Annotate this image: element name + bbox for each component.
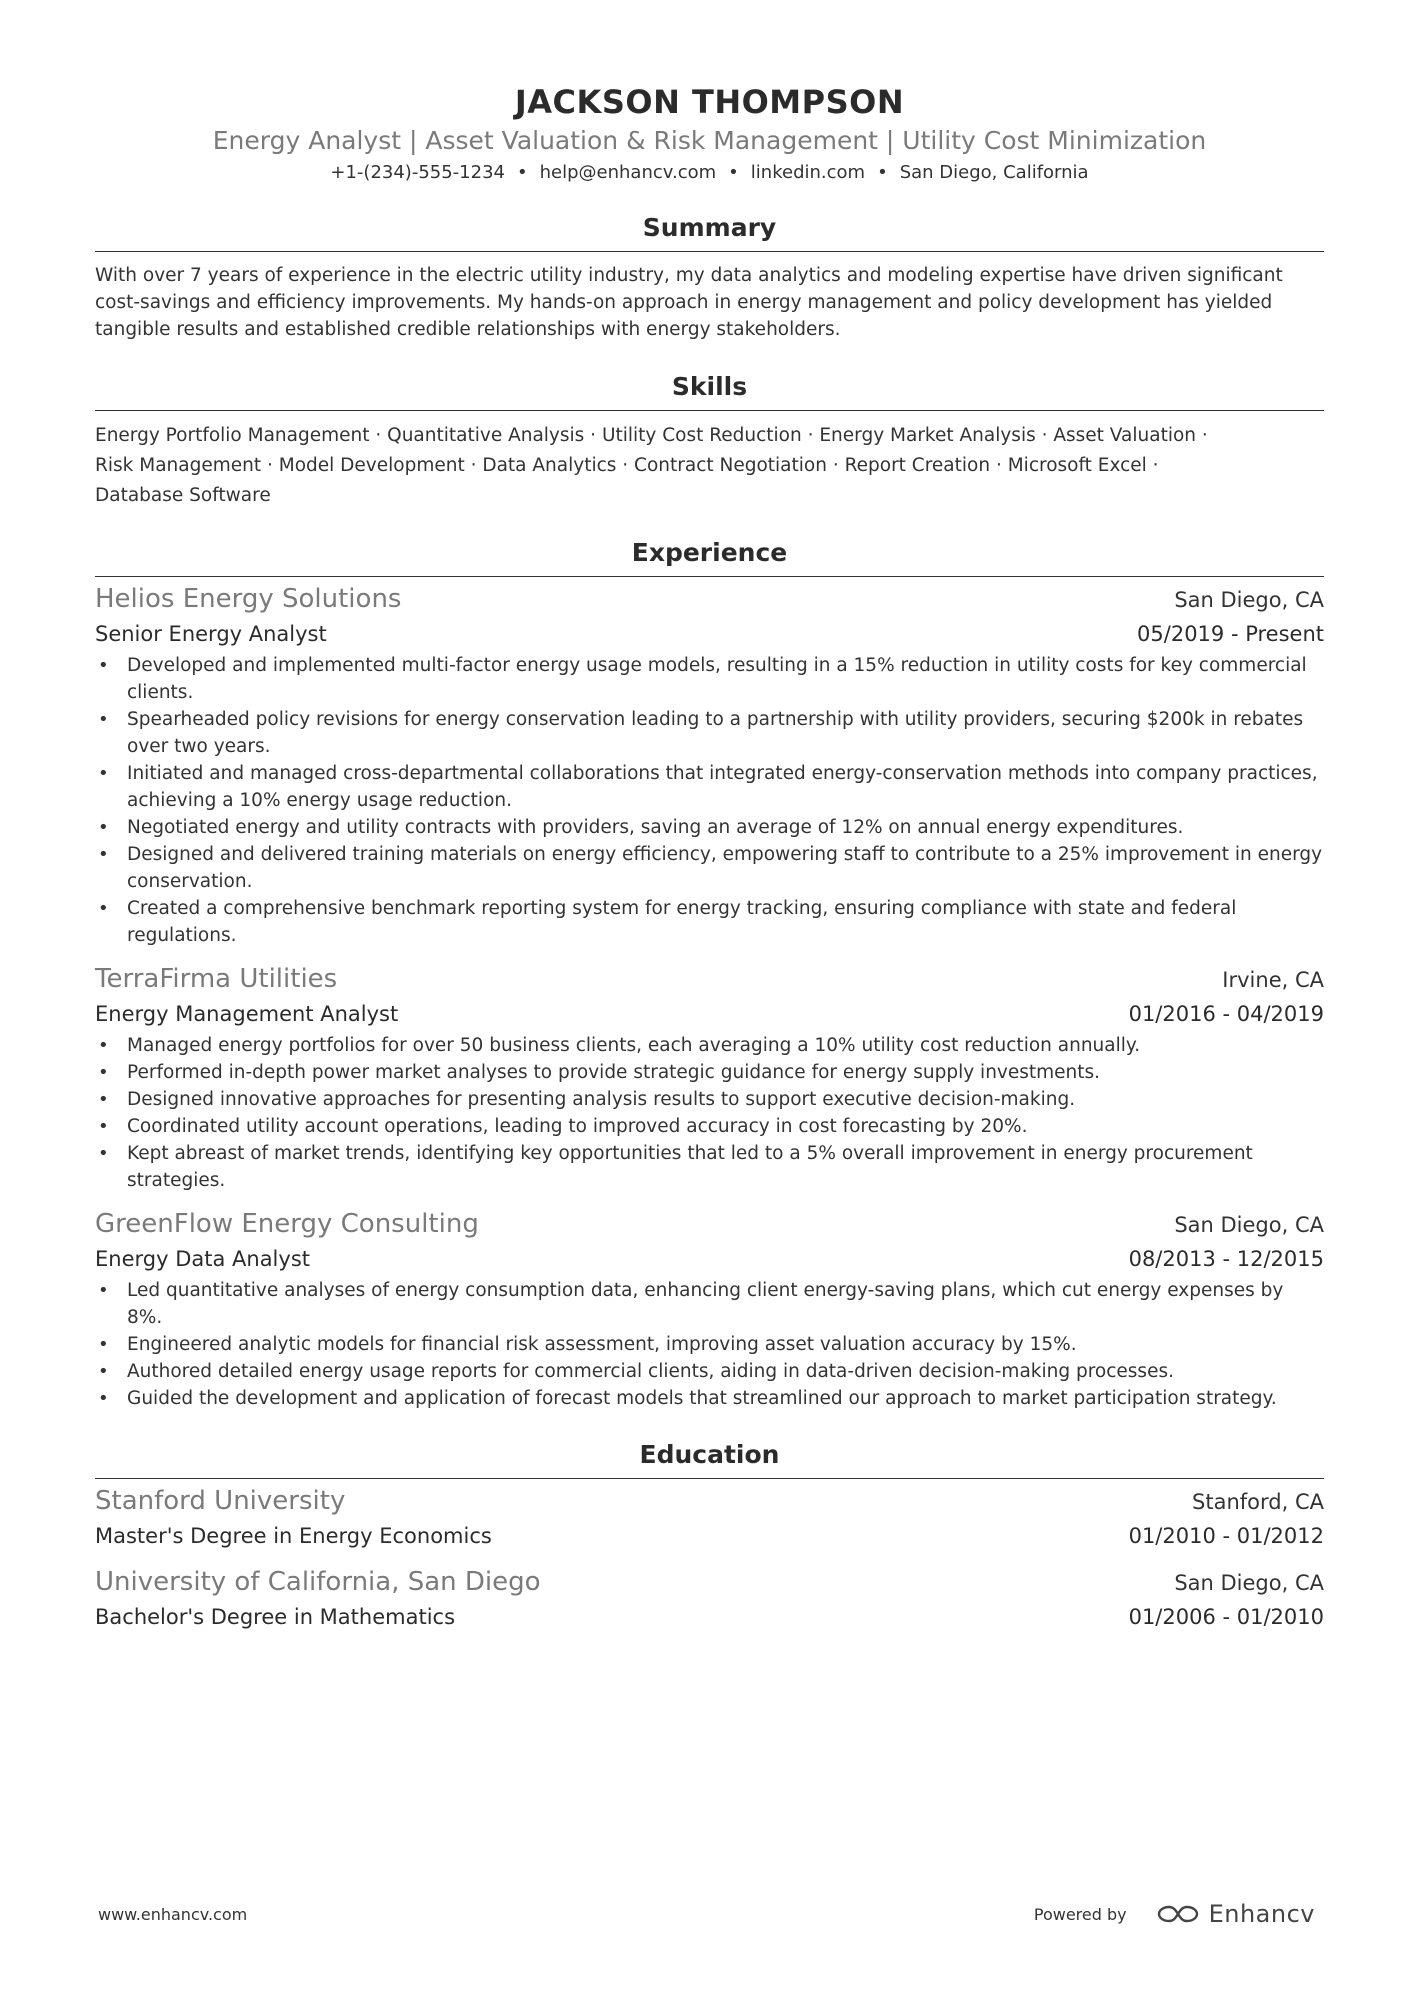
- experience-entry: [95, 581, 1324, 949]
- summary-section: [95, 211, 1324, 343]
- company-name: TerraFirma Utilities: [95, 964, 338, 994]
- resume-header: [95, 80, 1324, 186]
- school-name: University of California, San Diego: [95, 1567, 541, 1597]
- job-dates: 05/2019 - Present: [1137, 622, 1324, 646]
- job-title: Energy Data Analyst: [95, 1247, 310, 1271]
- candidate-tagline: Energy Analyst | Asset Valuation & Risk Management | Utility Cost Minimization: [212, 126, 1207, 155]
- skills-list: [95, 421, 1324, 511]
- experience-section: [95, 536, 1324, 1412]
- section-divider: [95, 410, 1324, 411]
- job-location: Irvine, CA: [1222, 968, 1324, 992]
- footer-website[interactable]: www.enhancv.com: [98, 1904, 248, 1924]
- skills-line: Energy Portfolio Management · Quantitative Analysis · Utility Cost Reduction · Energy Market Analysis · Asset Valuation ·: [95, 425, 1208, 446]
- bullet-item: • Authored detailed energy usage reports for commercial clients, aiding in data-driven decision-making processes.: [95, 1358, 1324, 1385]
- experience-entry: [95, 1206, 1324, 1412]
- brand-name: Enhancv: [1208, 1900, 1315, 1928]
- contact-phone: +1-(234)-555-1234: [330, 162, 505, 183]
- section-title-summary: Summary: [642, 213, 777, 242]
- bullet-item: • Designed and delivered training materials on energy efficiency, empowering staff to contribute to a 25% improvement in energy conservation.: [95, 841, 1324, 895]
- job-title: Senior Energy Analyst: [95, 622, 327, 646]
- section-divider: [95, 251, 1324, 252]
- bullet-item: • Negotiated energy and utility contracts with providers, saving an average of 12% on annual energy expenditures.: [95, 814, 1324, 841]
- skills-line: Database Software: [95, 485, 271, 506]
- bullet-item: • Spearheaded policy revisions for energy conservation leading to a partnership with utility providers, securing $200k in rebates over two years.: [95, 706, 1324, 760]
- enhancv-logo-icon: [1155, 1902, 1201, 1926]
- enhancv-logo[interactable]: [1155, 1900, 1315, 1928]
- school-location: San Diego, CA: [1174, 1571, 1324, 1595]
- job-dates: 01/2016 - 04/2019: [1128, 1002, 1324, 1026]
- contact-linkedin[interactable]: linkedin.com: [750, 162, 866, 183]
- contact-line: [95, 160, 1324, 186]
- degree-name: Master's Degree in Energy Economics: [95, 1524, 492, 1548]
- section-divider: [95, 1478, 1324, 1479]
- school-dates: 01/2006 - 01/2010: [1128, 1605, 1324, 1629]
- company-name: GreenFlow Energy Consulting: [95, 1209, 479, 1239]
- job-title: Energy Management Analyst: [95, 1002, 399, 1026]
- school-location: Stanford, CA: [1192, 1490, 1324, 1514]
- bullet-item: • Managed energy portfolios for over 50 business clients, each averaging a 10% utility cost reduction annually.: [95, 1032, 1324, 1059]
- bullet-item: • Engineered analytic models for financial risk assessment, improving asset valuation accuracy by 15%.: [95, 1331, 1324, 1358]
- powered-by-brand: [1034, 1900, 1315, 1928]
- section-title-skills: Skills: [671, 372, 748, 401]
- contact-location: San Diego, California: [899, 162, 1089, 183]
- section-title-experience: Experience: [631, 538, 788, 567]
- bullet-item: • Performed in-depth power market analyses to provide strategic guidance for energy supply investments.: [95, 1059, 1324, 1086]
- bullet-item: • Created a comprehensive benchmark reporting system for energy tracking, ensuring compliance with state and federal regulations.: [95, 895, 1324, 949]
- bullet-item: • Developed and implemented multi-factor energy usage models, resulting in a 15% reduction in utility costs for key commercial clients.: [95, 652, 1324, 706]
- job-dates: 08/2013 - 12/2015: [1128, 1247, 1324, 1271]
- school-dates: 01/2010 - 01/2012: [1128, 1524, 1324, 1548]
- education-entry: [95, 1564, 1324, 1633]
- bullet-item: • Guided the development and application of forecast models that streamlined our approach to market participation strategy.: [95, 1385, 1324, 1412]
- separator-dot: •: [516, 162, 528, 183]
- page-footer: [98, 1900, 1315, 1928]
- bullet-item: • Led quantitative analyses of energy consumption data, enhancing client energy-saving plans, which cut energy expenses by 8%.: [95, 1277, 1324, 1331]
- education-entry: [95, 1483, 1324, 1552]
- education-section: [95, 1438, 1324, 1633]
- candidate-name: JACKSON THOMPSON: [514, 83, 905, 121]
- school-name: Stanford University: [95, 1486, 346, 1516]
- degree-name: Bachelor's Degree in Mathematics: [95, 1605, 456, 1629]
- job-bullets: [95, 652, 1324, 949]
- skills-section: [95, 370, 1324, 511]
- bullet-item: • Designed innovative approaches for presenting analysis results to support executive decision-making.: [95, 1086, 1324, 1113]
- powered-by-label: Powered by: [1033, 1904, 1127, 1924]
- resume-page: [95, 80, 1324, 1639]
- section-divider: [95, 576, 1324, 577]
- experience-entry: [95, 961, 1324, 1194]
- separator-dot: •: [728, 162, 739, 183]
- company-name: Helios Energy Solutions: [95, 584, 402, 614]
- job-bullets: [95, 1277, 1324, 1412]
- section-title-education: Education: [639, 1440, 780, 1469]
- bullet-item: • Initiated and managed cross-departmental collaborations that integrated energy-conservation methods into company practices, achieving a 10% energy usage reduction.: [95, 760, 1324, 814]
- contact-email[interactable]: help@enhancv.com: [539, 162, 717, 183]
- bullet-item: • Coordinated utility account operations, leading to improved accuracy in cost forecasting by 20%.: [95, 1113, 1324, 1140]
- job-location: San Diego, CA: [1174, 1213, 1324, 1237]
- skills-line: Risk Management · Model Development · Data Analytics · Contract Negotiation · Report Creation · Microsoft Excel ·: [95, 455, 1159, 476]
- job-bullets: [95, 1032, 1324, 1194]
- summary-text: With over 7 years of experience in the electric utility industry, my data analytics and modeling expertise have driven significant cost-savings and efficiency improvements. My hands-on approach in energy management and policy development has yielded tangible results and established credible relationships with energy stakeholders.: [95, 265, 1283, 340]
- job-location: San Diego, CA: [1174, 588, 1324, 612]
- separator-dot: •: [877, 162, 888, 183]
- bullet-item: • Kept abreast of market trends, identifying key opportunities that led to a 5% overall improvement in energy procurement strategies.: [95, 1140, 1324, 1194]
